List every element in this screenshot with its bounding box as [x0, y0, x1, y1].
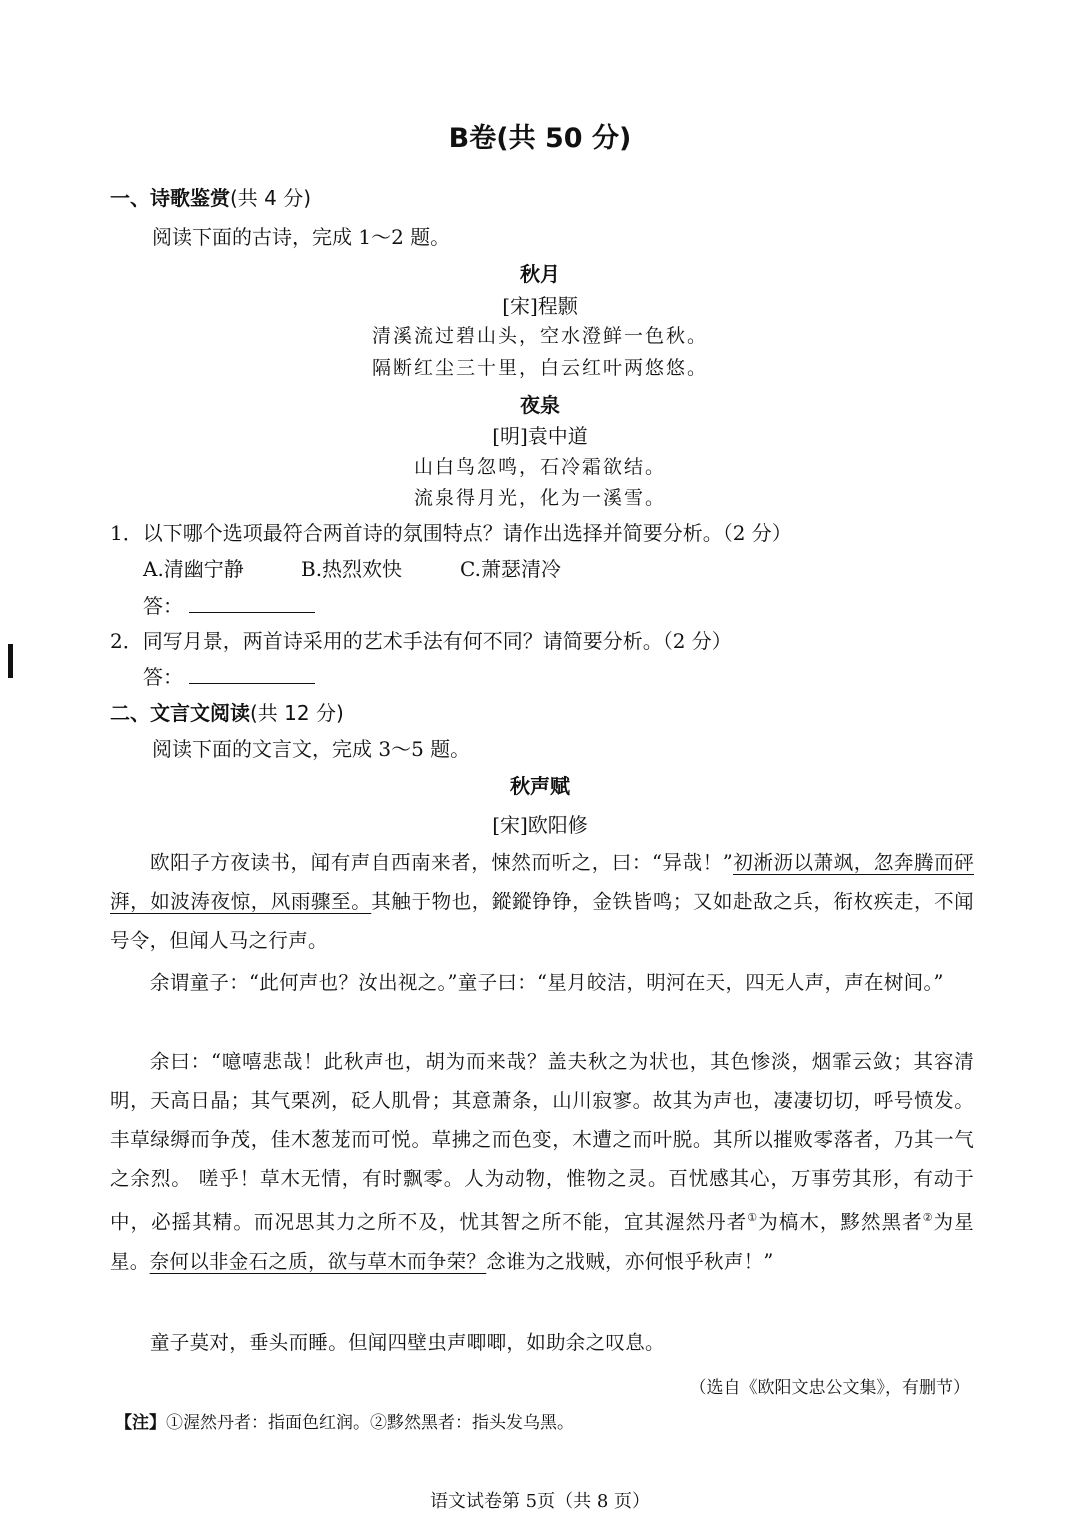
- essay-p3-text-c: 为星星。: [110, 1210, 974, 1273]
- section2-heading-text: 二、文言文阅读: [110, 701, 250, 725]
- essay-author: [宋]欧阳修: [492, 813, 588, 837]
- question-1: 1．以下哪个选项最符合两首诗的氛围特点？请作出选择并简要分析。（2 分）: [110, 521, 792, 545]
- section1-score: (共 4 分): [230, 186, 312, 210]
- q1-answer: [143, 590, 315, 619]
- footnote-ref-2: ②: [922, 1211, 934, 1224]
- section1-heading-text: 一、诗歌鉴赏: [110, 186, 230, 210]
- essay-p3-text-d: 念谁为之戕贼，亦何恨乎秋声！”: [486, 1249, 774, 1273]
- footnote-label: 【注】: [115, 1413, 166, 1433]
- poem2-title: 夜泉: [520, 393, 560, 417]
- essay-p3-text-a: 余曰：“噫嘻悲哉！此秋声也，胡为而来哉？盖夫秋之为状也，其色惨淡，烟霏云敛；其容清明，天高日晶；其气栗冽，砭人肌骨；其意萧条，山川寂寥。故其为声也，凄凄切切，呼号愤发。丰草绿缛而争茂，佳木葱茏而可悦。草拂之而色变，木遭之而叶脱。其所以摧败零落者，乃其一气之余烈。 嗟乎！草木无情，有时飘零。人为动物，惟物之灵。百忧感其心，万事劳其形，有动于中，必摇其精。而况思其力之所不及，忧其智之所不能，宜其渥然丹者: [110, 1050, 974, 1234]
- essay-p1-underlined: 初淅沥以萧飒，忽奔腾而砰湃，如波涛夜惊，风雨骤至。: [110, 851, 974, 913]
- essay-paragraph-4: 童子莫对，垂头而睡。但闻四壁虫声唧唧，如助余之叹息。: [150, 1331, 665, 1354]
- essay-paragraph-1: [110, 843, 974, 960]
- section2-heading: [110, 697, 344, 726]
- q1-answer-blank[interactable]: [189, 594, 315, 613]
- essay-p3-underlined: 奈何以非金石之质，欲与草木而争荣？: [149, 1249, 487, 1273]
- q1-option-c: C.萧瑟清冷: [460, 557, 561, 581]
- page-title: B卷(共 50 分): [448, 123, 632, 154]
- footnote-ref-1: ①: [747, 1211, 759, 1224]
- poem1-title: 秋月: [520, 262, 560, 286]
- essay-p1-text-a: 欧阳子方夜读书，闻有声自西南来者，悚然而听之，曰：“异哉！”: [150, 851, 734, 874]
- q1-option-b: B.热烈欢快: [301, 557, 403, 581]
- poem2-line-2: 流泉得月光，化为一溪雪。: [413, 487, 666, 509]
- essay-p1-text-b: 其触于物也，鏦鏦铮铮，金铁皆鸣；又如赴敌之兵，衔枚疾走，不闻号令，但闻人马之行声。: [110, 890, 974, 952]
- poem1-line-1: 清溪流过碧山头，空水澄鲜一色秋。: [371, 325, 708, 347]
- q1-answer-label: 答：: [143, 594, 183, 618]
- footnote-text: ①渥然丹者：指面色红润。②黟然黑者：指头发乌黑。: [166, 1413, 574, 1433]
- q2-answer: [143, 661, 315, 690]
- section1-instruction: 阅读下面的古诗，完成 1～2 题。: [152, 225, 451, 249]
- q2-answer-blank[interactable]: [189, 665, 315, 684]
- scan-edge-mark: [8, 644, 13, 678]
- poem1-author: [宋]程颢: [502, 294, 578, 318]
- essay-p3-text-b: 为槁木，黟然黑者: [758, 1210, 923, 1234]
- section2-instruction: 阅读下面的文言文，完成 3～5 题。: [152, 737, 471, 761]
- essay-title: 秋声赋: [510, 774, 570, 798]
- question-2: 2．同写月景，两首诗采用的艺术手法有何不同？请简要分析。（2 分）: [110, 629, 732, 653]
- page-footer: 语文试卷第 5页（共 8 页）: [429, 1491, 651, 1512]
- q1-option-a: A.清幽宁静: [143, 557, 244, 581]
- essay-paragraph-3: [110, 1042, 974, 1281]
- essay-paragraph-2: 余谓童子：“此何声也？汝出视之。”童子曰：“星月皎洁，明河在天，四无人声，声在树间。”: [150, 971, 944, 994]
- section2-score: (共 12 分): [250, 701, 344, 725]
- poem2-line-1: 山白鸟忽鸣，石冷霜欲结。: [413, 456, 666, 478]
- footnote: [115, 1408, 574, 1433]
- poem1-line-2: 隔断红尘三十里，白云红叶两悠悠。: [371, 357, 708, 379]
- essay-source: （选自《欧阳文忠公文集》，有删节）: [689, 1378, 970, 1398]
- section1-heading: [110, 182, 311, 211]
- q2-answer-label: 答：: [143, 665, 183, 689]
- poem2-author: [明]袁中道: [492, 424, 588, 448]
